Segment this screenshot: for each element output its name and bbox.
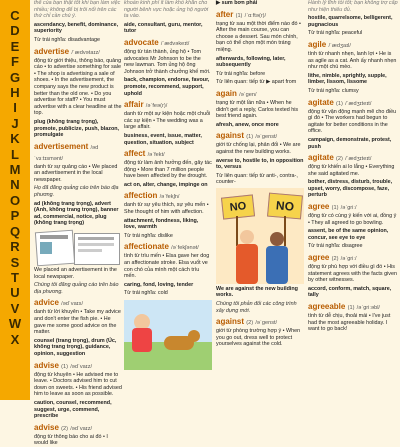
headword-advise-1: advise (1) /ədˈvaɪz/ [34, 360, 93, 370]
alphabet-letter-e[interactable]: E [10, 38, 20, 54]
antonyms: Từ trái nghĩa: peaceful [308, 30, 363, 37]
column-1 [34, 0, 122, 447]
headword-agree-1: agree (1) /əˈgriː/ [308, 202, 357, 212]
cross-reference: ▶ sum bơn phải [216, 0, 258, 6]
headword-advise-2: advise (2) /ədˈvaɪz/ [34, 422, 93, 432]
headword-against-2: against (2) /əˈgenst/ [216, 317, 278, 327]
synonyms: lithe, nimble, sprightly, supple, limber, lissom, lissome [308, 72, 387, 86]
definition: tính từ nhanh nhẹn, lanh lợi • He is as agile as a cat. Anh ấy nhanh nhẹn như một chú mèo. [308, 50, 397, 71]
definition: động từ phù hợp với điều gì đó • His statement agrees with the facts given by other witnesses. [308, 264, 397, 284]
related: Từ liên quan: tiếp từ ▶ apart from [216, 79, 297, 86]
definition: tính từ trìu mến • Elsa gave her dog an affectionate stroke. Elsa vuốt ve con chó của mình một cách trìu mến. [124, 253, 210, 280]
alphabet-letter-f[interactable]: F [11, 54, 19, 70]
definition: động từ khiến ai lo lắng • Everything she said agitated me. [308, 164, 395, 177]
definition: giới từ phòng trường hợp ý • When you go out, dress well to protect yourselves against the cold. [216, 328, 301, 348]
alphabet-letter-r[interactable]: R [10, 239, 20, 255]
definition: danh từ một sự kiện hoặc một chuỗi các sự kiện • The wedding was a large affair. [124, 111, 211, 131]
alphabet-letter-x[interactable]: X [10, 331, 20, 347]
definition: động từ làm ảnh hưởng đến, gây tác động • More than 7 million people have been affected by the drought. [124, 160, 212, 180]
alphabet-letter-w[interactable]: W [8, 316, 22, 332]
entry-text: khoản kinh phí ít làm khó khăn cho người bênh vực hoặc ủng hộ người ta vào. [124, 0, 209, 20]
synonyms: aide, consultant, guru, mentor, tutor [124, 21, 203, 35]
synonyms: campaign, demonstrate, protest, push [308, 136, 392, 150]
antonyms: Từ trái nghĩa: clumsy [308, 87, 359, 94]
alphabet-letter-p[interactable]: P [10, 208, 20, 224]
definition: giới từ chống lại, phản đối • We are against the new building works. [216, 142, 301, 155]
synonyms: caring, fond, loving, tender [124, 281, 194, 288]
synonyms: caution, counsel, recommend, suggest, urge, commend, prescribe [34, 399, 112, 420]
alphabet-letter-m[interactable]: M [9, 162, 21, 178]
alphabet-letter-s[interactable]: S [10, 254, 20, 270]
caption: We are against the new building works. [216, 285, 298, 299]
no-sign-left: NO [221, 194, 255, 219]
antonyms: Từ trái nghĩa: cold [124, 290, 168, 297]
headword-agitate-1: agitate (1) /ˈædʒɪteɪt/ [308, 97, 372, 107]
caption-translation: Chúng tôi đăng quảng cáo trên báo địa phương. [34, 282, 119, 295]
synonyms: back, champion, endorse, favour, promote, recommend, support, uphold [124, 77, 210, 97]
protest-illustration [216, 188, 304, 284]
definition: tính từ dễ chịu, thoải mái • I've just had the most agreeable holiday. I want to go back! [308, 313, 391, 333]
definition: động từ khuyên • He advised me to leave. • Doctors advised him to cut down on sweets. • His friend advised him to leave as soon as possible. [34, 371, 122, 398]
alphabet-letter-o[interactable]: O [9, 192, 21, 208]
synonyms: act on, alter, change, impinge on [124, 181, 208, 188]
synonyms: business, event, issue, matter, question, situation, subject [124, 132, 202, 146]
entry-text: thể của bạn thật tốt khi bạn làm việc nhiều; không để bị trôi nổi trên các thứ chỉ cần chú ý. [34, 0, 121, 20]
definition: động từ thông báo cho ai đó • I would like [34, 433, 108, 447]
alphabet-letter-u[interactable]: U [10, 285, 20, 301]
headword-agree-2: agree (2) /əˈgriː/ [308, 253, 357, 263]
column-4 [308, 0, 398, 400]
definition: danh từ sự quảng cáo • We placed an advertisement in the local newspaper. [34, 163, 118, 183]
alphabet-letter-d[interactable]: D [10, 23, 20, 39]
headword-agreeable-1: agreeable (1) /əˈgriːəbl/ [308, 302, 380, 311]
synonyms: averse to, hostile to, in opposition to, versus [216, 157, 304, 171]
synonyms: ascendancy, benefit, dominance, superiority [34, 21, 119, 35]
headword-affection: affection /əˈfekʃn/ [124, 191, 180, 201]
no-sign-right: NO [267, 192, 303, 219]
alphabet-letter-g[interactable]: G [9, 69, 21, 85]
headword-after: after (1) /ˈɑːftə(r)/ [216, 9, 267, 19]
alphabet-letter-c[interactable]: C [10, 8, 20, 23]
alphabet-letter-n[interactable]: N [10, 177, 20, 193]
definition: động từ có cùng ý kiến với ai, đồng ý • They all agreed to go bowling. [308, 213, 397, 226]
alphabet-letter-l[interactable]: L [11, 146, 19, 162]
alphabet-letter-q[interactable]: Q [9, 223, 21, 239]
column-2 [124, 0, 212, 400]
synonyms: hostile, quarrelsome, belligerent, pugnacious [308, 15, 393, 28]
synonyms: afresh, anew, once more [216, 121, 279, 128]
antonyms: Từ trái nghĩa: dislike [124, 232, 173, 239]
synonyms: attachment, fondness, liking, love, warmth [124, 217, 199, 231]
newspaper-illustration [34, 229, 122, 265]
headword-again: again /əˈgen/ [216, 88, 257, 98]
definition: danh từ lời khuyên • Take my advice and don't enter the fish pie. • He gave me some good advice on the matter. [34, 309, 121, 336]
definition: trạng từ sau một thời điểm nào đó • After the main course, you can choose a dessert. Sau món chính, bạn có thể chọn một món tráng miệng. [216, 20, 301, 53]
headword-affectionate: affectionate /əˈfekʃənət/ [124, 242, 199, 252]
antonyms: Từ trái nghĩa: disadvantage [34, 36, 100, 43]
headword-affect: affect /əˈfekt/ [124, 149, 165, 159]
synonyms: counsel (trang trọng), drum (Úc, không trang trọng), guidance, opinion, suggestion [34, 337, 117, 357]
headword-advertise: advertise /ˈædvətaɪz/ [34, 46, 100, 56]
headword-advocate: advocate /ˈædvəkeɪt/ [124, 37, 190, 47]
headword-advertisement: advertisement /ədˈvɜːtɪsmənt/ [34, 141, 99, 162]
caption: We placed an advertisement in the local newspaper. [34, 267, 117, 280]
alphabet-tab-bar [0, 0, 30, 400]
headword-affair: affair /əˈfeə(r)/ [124, 100, 168, 110]
definition: trạng từ một lần nữa • When he didn't get a reply, Carlos texted his best friend again. [216, 99, 299, 120]
synonyms: plug (không trang trọng), promote, publicize, push, blazon, promulgate [34, 118, 120, 139]
definition: danh từ sự yêu thích, sự yêu mến • She thought of him with affection. [124, 202, 209, 216]
synonyms: accord, conform, match, square, tally [308, 285, 392, 299]
headword-agitate-2: agitate (2) /ˈædʒɪteɪt/ [308, 153, 372, 163]
definition: động từ giới thiệu, thông báo, quảng cáo • to advertise something for sale • The shop is advertising a sale of shoes. • In the advertisement, the company says the new product is better than the old one. • Do you advertise for staff? • You must advertise with a clear headline at the top. [34, 57, 122, 117]
alphabet-letter-h[interactable]: H [10, 85, 20, 101]
entry-text: Hành lý tĩnh tồi tốt; bạn không trợ cấp như hiện thiếu đủ. [308, 0, 398, 13]
alphabet-letter-v[interactable]: V [10, 300, 20, 316]
example: Họ đã đăng quảng cáo trên báo địa phương. [34, 185, 119, 199]
antonyms: Từ trái nghĩa: disagree [308, 243, 363, 250]
antonyms: Từ trái nghĩa: before [216, 70, 266, 77]
synonyms: assent, be of the same opinion, concur, see eye to eye [308, 228, 389, 241]
synonyms: ad (không trang trọng), advert (Anh, không trang trọng), banner ad, commercial, notice, plug (không trang trọng) [34, 200, 119, 227]
definition: động từ vận động mạnh mẽ cho điều gì đó • The workers had begun to agitate for better conditions in the office. [308, 108, 397, 135]
dog-illustration [124, 300, 212, 370]
alphabet-letter-j[interactable]: J [11, 115, 19, 131]
definition: động từ tán thành, ủng hộ • Tom advocates Mr Johnson to be the new lawman. Tom ủng hộ ông Johnson trở thành chưởng khế mới. [124, 48, 211, 75]
headword-advice: advice /ədˈvaɪs/ [34, 298, 84, 308]
caption-translation: Chúng tôi phản đối các công trình xây dựng mới. [216, 301, 297, 314]
synonyms: afterwards, following, later, subsequently [216, 55, 286, 69]
alphabet-letter-k[interactable]: K [10, 131, 20, 147]
dictionary-page [32, 0, 400, 447]
alphabet-letter-i[interactable]: I [13, 100, 17, 116]
alphabet-letter-t[interactable]: T [11, 269, 19, 285]
synonyms: bother, distress, disturb, trouble, upset, worry, discompose, faze, perturb [308, 179, 393, 199]
headword-agile: agile /ˈædʒaɪl/ [308, 39, 351, 49]
headword-against-1: against (1) /əˈgenst/ [216, 131, 278, 141]
column-3 [216, 0, 304, 400]
related: Từ liên quan: tiếp từ anti-, contra-, counter- [216, 172, 298, 186]
